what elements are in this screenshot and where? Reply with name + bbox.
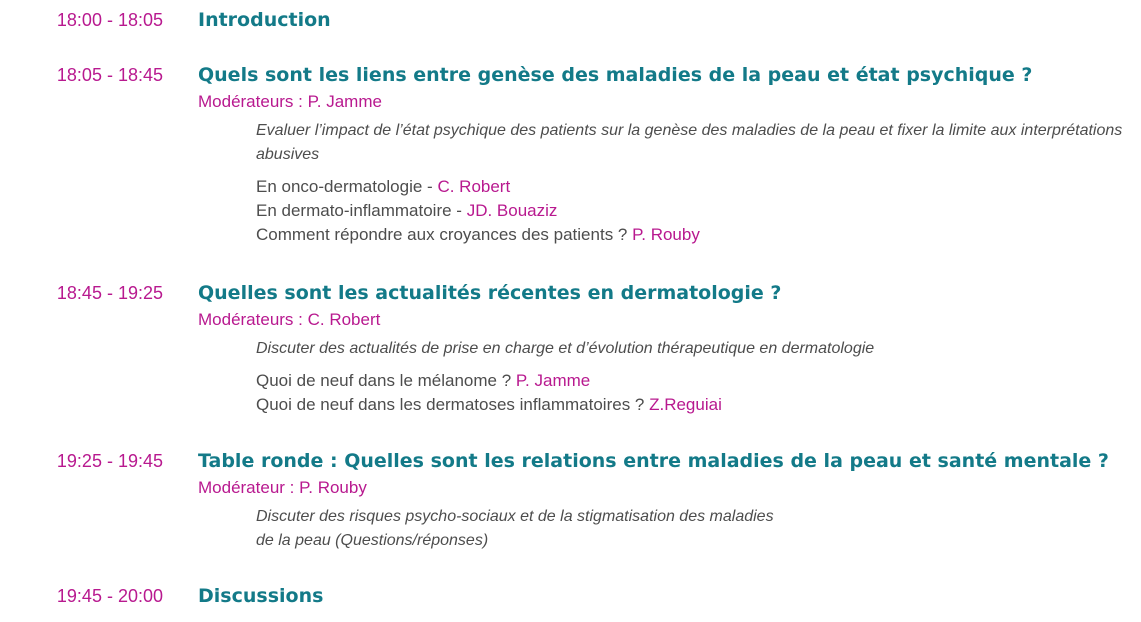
talk-speaker: P. Rouby	[632, 225, 700, 244]
talk-speaker: C. Robert	[437, 177, 511, 196]
session-description	[256, 505, 1133, 553]
talk-item	[256, 393, 1133, 417]
talk-title: Quoi de neuf dans le mélanome ?	[256, 371, 516, 390]
talk-speaker: Z.Reguiai	[649, 395, 722, 414]
talk-item	[256, 223, 1133, 247]
session-moderator: Modérateurs : P. Jamme	[198, 92, 382, 111]
talk-title: Quoi de neuf dans les dermatoses inflammatoires ?	[256, 395, 650, 414]
talk-title: En dermato-inflammatoire -	[256, 201, 467, 220]
session-title: Discussions	[198, 585, 324, 607]
session-title: Table ronde : Quelles sont les relations entre maladies de la peau et santé mentale ?	[198, 450, 1109, 472]
session-description: Evaluer l’impact de l’état psychique des patients sur la genèse des maladies de la peau et fixer la limite aux interprétations abusives	[256, 122, 1123, 163]
session-time: 19:25 - 19:45	[56, 451, 163, 471]
talk-title: Comment répondre aux croyances des patients ?	[256, 225, 633, 244]
talk-item	[256, 199, 1133, 223]
session-time: 19:45 - 20:00	[56, 586, 163, 606]
session-title: Introduction	[198, 9, 331, 31]
talk-speaker: JD. Bouaziz	[466, 201, 558, 220]
session-content	[198, 281, 1133, 417]
session-description: Discuter des actualités de prise en charge et d’évolution thérapeutique en dermatologie	[256, 340, 875, 357]
session-content	[198, 8, 1133, 32]
session-description-line: Discuter des risques psycho-sociaux et de la stigmatisation des maladies	[256, 508, 774, 525]
session-content	[198, 63, 1133, 247]
session-title: Quelles sont les actualités récentes en dermatologie ?	[198, 282, 782, 304]
talk-title: En onco-dermatologie -	[256, 177, 438, 196]
session-moderator: Modérateurs : C. Robert	[198, 310, 381, 329]
session-time: 18:45 - 19:25	[56, 283, 163, 303]
session-moderator: Modérateur : P. Rouby	[198, 478, 367, 497]
session-title: Quels sont les liens entre genèse des maladies de la peau et état psychique ?	[198, 64, 1033, 86]
talk-list	[256, 369, 1133, 417]
session-description-line: de la peau (Questions/réponses)	[256, 532, 489, 549]
talk-item	[256, 369, 1133, 393]
session-time: 18:00 - 18:05	[56, 10, 163, 30]
session-content	[198, 449, 1133, 553]
talk-list	[256, 175, 1133, 247]
talk-item	[256, 175, 1133, 199]
session-time: 18:05 - 18:45	[56, 65, 163, 85]
session-content	[198, 584, 1133, 608]
talk-speaker: P. Jamme	[515, 371, 591, 390]
